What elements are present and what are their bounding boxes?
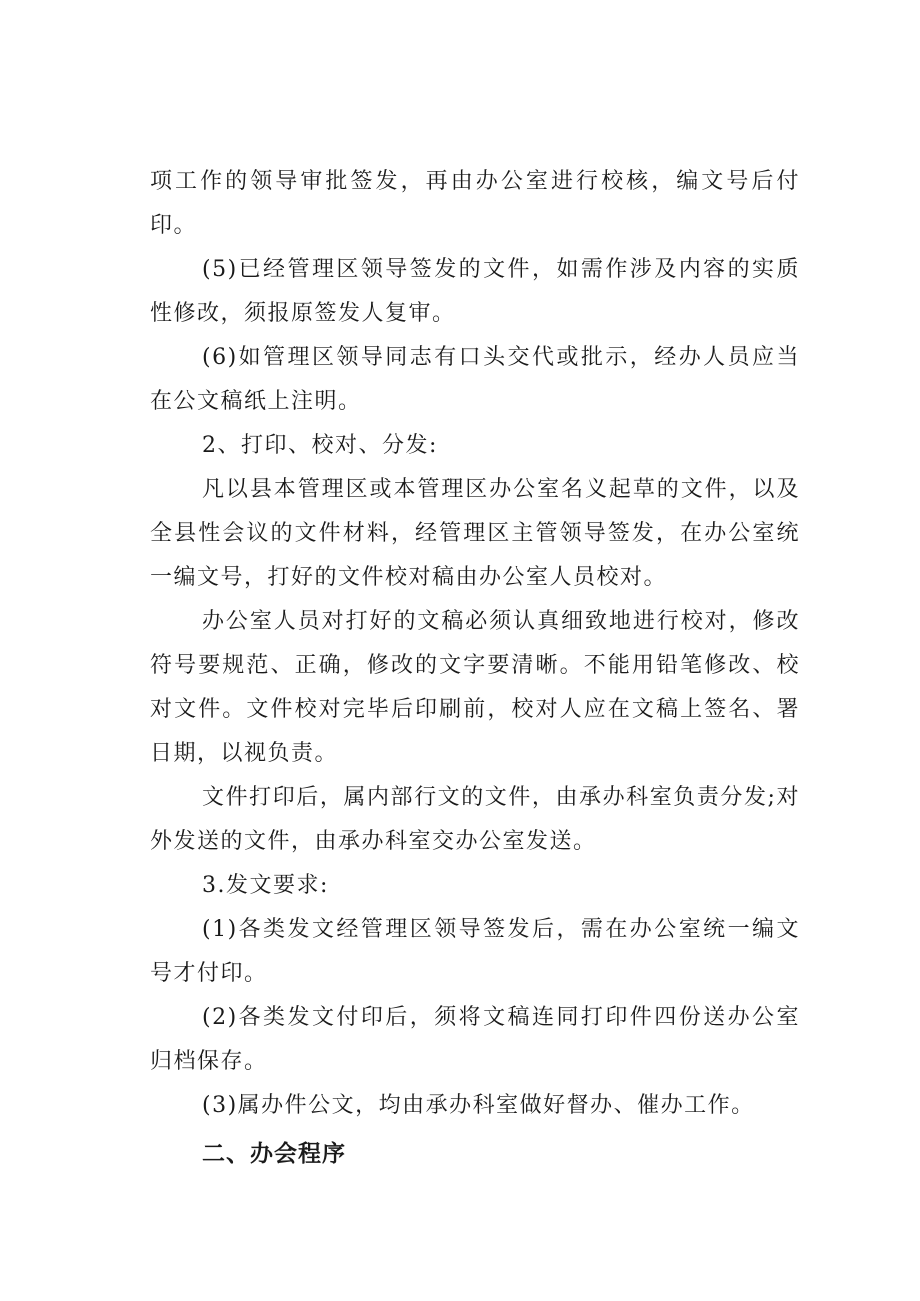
paragraph-continuation: 项工作的领导审批签发，再由办公室进行校核，编文号后付印。 xyxy=(150,169,800,238)
paragraph-item-6: (6)如管理区领导同志有口头交代或批示，经办人员应当在公文稿纸上注明。 xyxy=(150,345,800,414)
paragraph-drafting: 凡以县本管理区或本管理区办公室名义起草的文件，以及全县性会议的文件材料，经管理区主管领导签发，在办公室统一编文号，打好的文件校对稿由办公室人员校对。 xyxy=(150,477,800,590)
paragraph-requirement-3: (3)属办件公文，均由承办科室做好督办、催办工作。 xyxy=(202,1093,755,1118)
section-heading: 二、办会程序 xyxy=(202,1141,346,1167)
subheading-print-proofread-distribute: 2、打印、校对、分发: xyxy=(202,433,438,458)
paragraph-item-5: (5)已经管理区领导签发的文件，如需作涉及内容的实质性修改，须报原签发人复审。 xyxy=(150,257,800,326)
paragraph-distribution: 文件打印后，属内部行文的文件，由承办科室负责分发;对外发送的文件，由承办科室交办公室发送。 xyxy=(150,785,800,854)
paragraph-requirement-1: (1)各类发文经管理区领导签发后，需在办公室统一编文号才付印。 xyxy=(150,917,800,986)
subheading-requirements: 3.发文要求: xyxy=(202,873,329,898)
paragraph-proofreading: 办公室人员对打好的文稿必须认真细致地进行校对，修改符号要规范、正确，修改的文字要清晰。不能用铅笔修改、校对文件。文件校对完毕后印刷前，校对人应在文稿上签名、署日期，以视负责。 xyxy=(150,609,800,766)
paragraph-requirement-2: (2)各类发文付印后，须将文稿连同打印件四份送办公室归档保存。 xyxy=(150,1005,800,1074)
document-body xyxy=(150,160,800,1176)
